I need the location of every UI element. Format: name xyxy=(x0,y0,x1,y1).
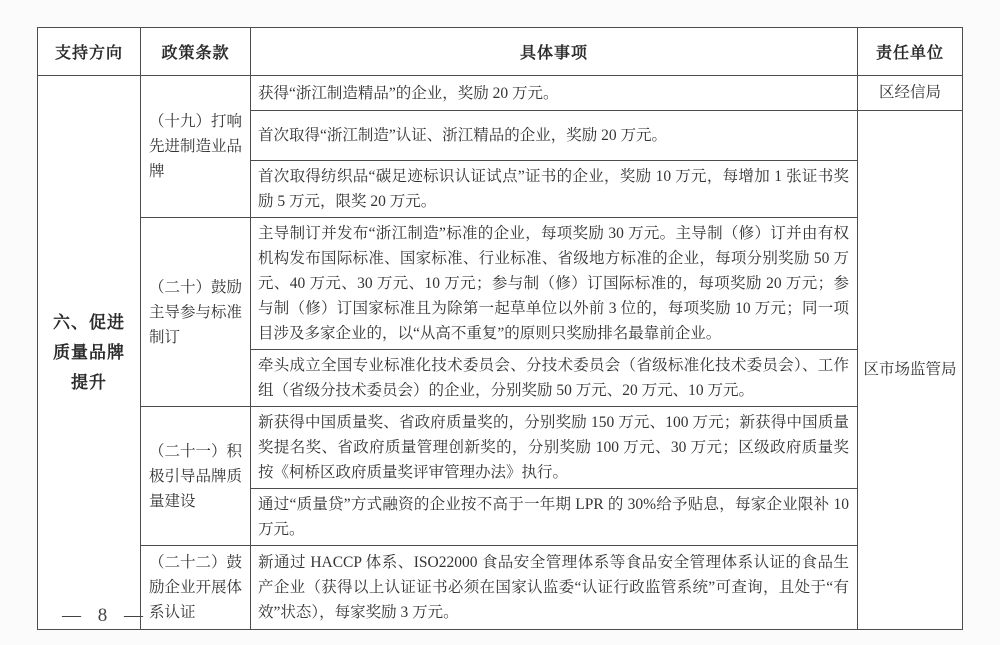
item-cell-1: 获得“浙江制造精品”的企业，奖励 20 万元。 xyxy=(251,76,858,111)
clause-cell-21: （二十一）积极引导品牌质量建设 xyxy=(141,407,251,546)
unit-cell-economy: 区经信局 xyxy=(858,76,963,111)
clause-cell-22: （二十二）鼓励企业开展体系认证 xyxy=(141,546,251,630)
table-row xyxy=(38,407,963,489)
table-row xyxy=(38,546,963,630)
policy-table xyxy=(37,27,963,630)
header-policy-clause: 政策条款 xyxy=(141,28,251,76)
header-specific-item: 具体事项 xyxy=(251,28,858,76)
item-cell-5: 牵头成立全国专业标准化技术委员会、分技术委员会（省级标准化技术委员会）、工作组（省级分技术委员会）的企业，分别奖励 50 万元、20 万元、10 万元。 xyxy=(251,350,858,407)
clause-cell-19: （十九）打响先进制造业品牌 xyxy=(141,76,251,218)
table-header-row xyxy=(38,28,963,76)
clause-cell-20: （二十）鼓励主导参与标准制订 xyxy=(141,218,251,407)
item-cell-3: 首次取得纺织品“碳足迹标识认证试点”证书的企业，奖励 10 万元，每增加 1 张证书奖励 5 万元，限奖 20 万元。 xyxy=(251,161,858,218)
page-number: — 8 — xyxy=(62,605,149,626)
header-responsible-unit: 责任单位 xyxy=(858,28,963,76)
item-cell-8: 新通过 HACCP 体系、ISO22000 食品安全管理体系等食品安全管理体系认证的食品生产企业（获得以上认证证书必须在国家认监委“认证行政监管系统”可查询，且处于“有效”状态），每家奖励 3 万元。 xyxy=(251,546,858,630)
item-cell-7: 通过“质量贷”方式融资的企业按不高于一年期 LPR 的 30%给予贴息，每家企业限补 10 万元。 xyxy=(251,489,858,546)
item-cell-2: 首次取得“浙江制造”认证、浙江精品的企业，奖励 20 万元。 xyxy=(251,111,858,161)
support-direction-cell: 六、促进质量品牌提升 xyxy=(38,76,141,630)
unit-cell-market: 区市场监管局 xyxy=(858,111,963,630)
table-row xyxy=(38,218,963,350)
table-row xyxy=(38,76,963,111)
header-support-direction: 支持方向 xyxy=(38,28,141,76)
item-cell-6: 新获得中国质量奖、省政府质量奖的，分别奖励 150 万元、100 万元；新获得中国质量奖提名奖、省政府质量管理创新奖的，分别奖励 100 万元、30 万元；区级政府质量奖按《柯桥区政府质量奖评审管理办法》执行。 xyxy=(251,407,858,489)
item-cell-4: 主导制订并发布“浙江制造”标准的企业，每项奖励 30 万元。主导制（修）订并由有权机构发布国际标准、国家标准、行业标准、省级地方标准的企业，每项分别奖励 50 万元、40 万元、30 万元、10 万元；参与制（修）订国际标准的，每项奖励 20 万元；参与制（修）订国家标准且为除第一起草单位以外前 3 位的，每项奖励 10 万元；同一项目涉及多家企业的，以“从高不重复”的原则只奖励排名最靠前企业。 xyxy=(251,218,858,350)
